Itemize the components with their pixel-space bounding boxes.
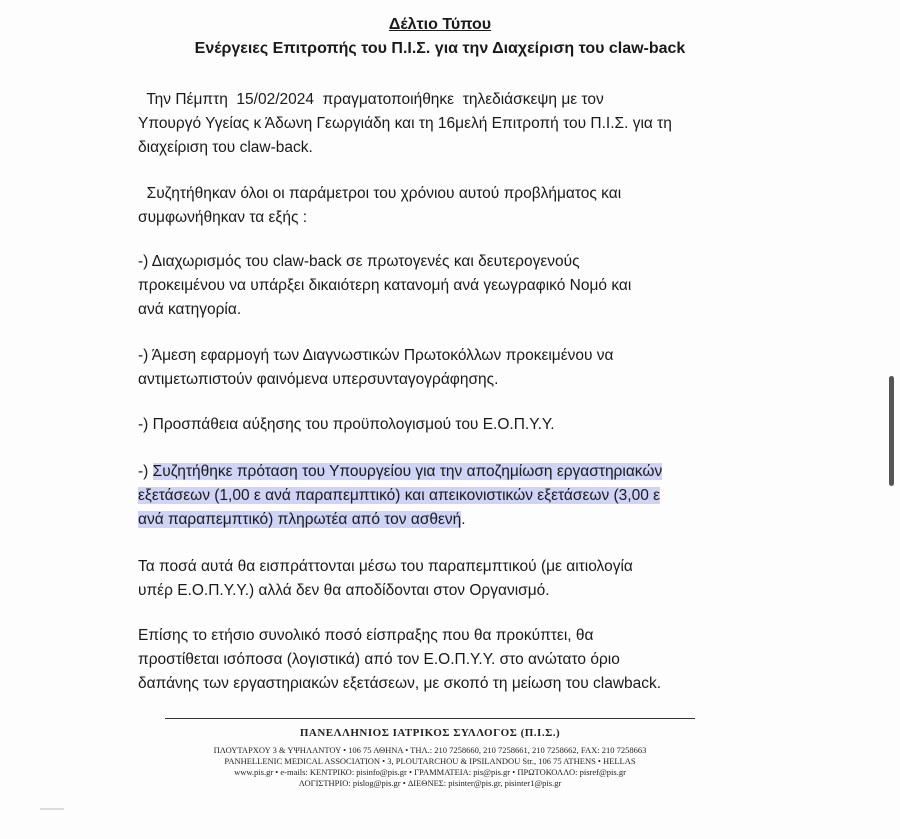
- text-line: διαχείριση του claw-back.: [138, 139, 313, 156]
- paragraph-item-protocols: [138, 344, 778, 392]
- footer-address-greek: ΠΛΟΥΤΑΡΧΟΥ 3 & ΥΨΗΛΑΝΤΟΥ • 106 75 ΑΘΗΝΑ • ΤΗΛ.: 210 7258660, 210 7258661, 210 7258662, FAX: 210 7258663: [213, 745, 647, 755]
- text-line: αντιμετωπιστούν φαινόμενα υπερσυνταγογράφησης.: [138, 371, 499, 388]
- paragraph-agreements: [138, 182, 778, 230]
- text-line: προκειμένου να υπάρξει δικαιότερη κατανομή ανά γεωγραφικό Νομό και: [138, 277, 632, 294]
- text-line: δαπάνης των εργαστηριακών εξετάσεων, με σκοπό τη μείωση του clawback.: [138, 675, 662, 692]
- paragraph-annual-amount: [138, 624, 778, 696]
- highlighted-text[interactable]: εξετάσεων (1,00 ε ανά παραπεμπτικό) και απεικονιστικών εξετάσεων (3,00 ε: [138, 487, 661, 504]
- highlighted-text[interactable]: ανά παραπεμπτικό) πληρωτέα από τον ασθενή: [138, 511, 462, 528]
- document-subtitle: Ενέργειες Επιτροπής του Π.Ι.Σ. για την Διαχείριση του claw-back: [194, 40, 686, 57]
- text-line: Την Πέμπτη 15/02/2024 πραγματοποιήθηκε τηλεδιάσκεψη με τον: [138, 91, 604, 108]
- footer-divider: [165, 718, 695, 719]
- footer-address-english: PANHELLENIC MEDICAL ASSOCIATION • 3, PLOUTARCHOU & IPSILANDOU Str., 106 75 ATHENS • HELLAS: [224, 756, 636, 766]
- highlighted-text[interactable]: Συζητήθηκε πρόταση του Υπουργείου για την αποζημίωση εργαστηριακών: [152, 463, 663, 480]
- footer-organization: ΠΑΝΕΛΛΗΝΙΟΣ ΙΑΤΡΙΚΟΣ ΣΥΛΛΟΓΟΣ (Π.Ι.Σ.): [299, 727, 561, 739]
- paragraph-amounts: [138, 555, 778, 603]
- text-line: Υπουργό Υγείας κ Άδωνη Γεωργιάδη και τη 16μελή Επιτροπή του Π.Ι.Σ. για τη: [138, 115, 672, 132]
- text-line: Τα ποσά αυτά θα εισπράττονται μέσω του παραπεμπτικού (με αιτιολογία: [138, 558, 633, 575]
- document-title: Δέλτιο Τύπου: [388, 16, 492, 33]
- text-line: υπέρ Ε.Ο.Π.Υ.Υ.) αλλά δεν θα αποδίδονται στον Οργανισμό.: [138, 582, 550, 599]
- paragraph-teleconference: [138, 88, 778, 160]
- text-line: Επίσης το ετήσιο συνολικό ποσό είσπραξης που θα προκύπτει, θα: [138, 627, 594, 644]
- text-line: ανά κατηγορία.: [138, 301, 242, 318]
- vertical-scrollbar[interactable]: [889, 376, 894, 486]
- text-line: Συζητήθηκαν όλοι οι παράμετροι του χρόνιου αυτού προβλήματος και: [138, 185, 622, 202]
- text-line: -) Προσπάθεια αύξησης του προϋπολογισμού του Ε.Ο.Π.Υ.Υ.: [138, 416, 555, 433]
- paragraph-item-proposal: [138, 460, 778, 532]
- footer-emails-secondary: ΛΟΓΙΣΤΗΡΙΟ: pislog@pis.gr • ΔΙΕΘΝΕΣ: pisinter@pis.gr, pisinter1@pis.gr: [298, 778, 562, 788]
- text-line: συμφωνήθηκαν τα εξής :: [138, 209, 308, 226]
- list-prefix: -): [138, 463, 153, 480]
- text-line: προστίθεται ισόποσα (λογιστικά) από τον Ε.Ο.Π.Υ.Υ. στο ανώτατο όριο: [138, 651, 620, 668]
- paragraph-item-separation: [138, 250, 778, 322]
- text-line: -) Διαχωρισμός του claw-back σε πρωτογενές και δευτερογενούς: [138, 253, 580, 270]
- paragraph-item-budget: [138, 413, 778, 437]
- footer-emails: www.pis.gr • e-mails: ΚΕΝΤΡΙΚΟ: pisinfo@pis.gr • ΓΡΑΜΜΑΤΕΙΑ: pis@pis.gr • ΠΡΩΤΟΚΟΛΛΟ: pisref@pis.gr: [234, 767, 626, 777]
- text-suffix: .: [461, 511, 466, 528]
- page-edge-mark: [40, 808, 64, 810]
- text-line: -) Άμεση εφαρμογή των Διαγνωστικών Πρωτοκόλλων προκειμένου να: [138, 347, 614, 364]
